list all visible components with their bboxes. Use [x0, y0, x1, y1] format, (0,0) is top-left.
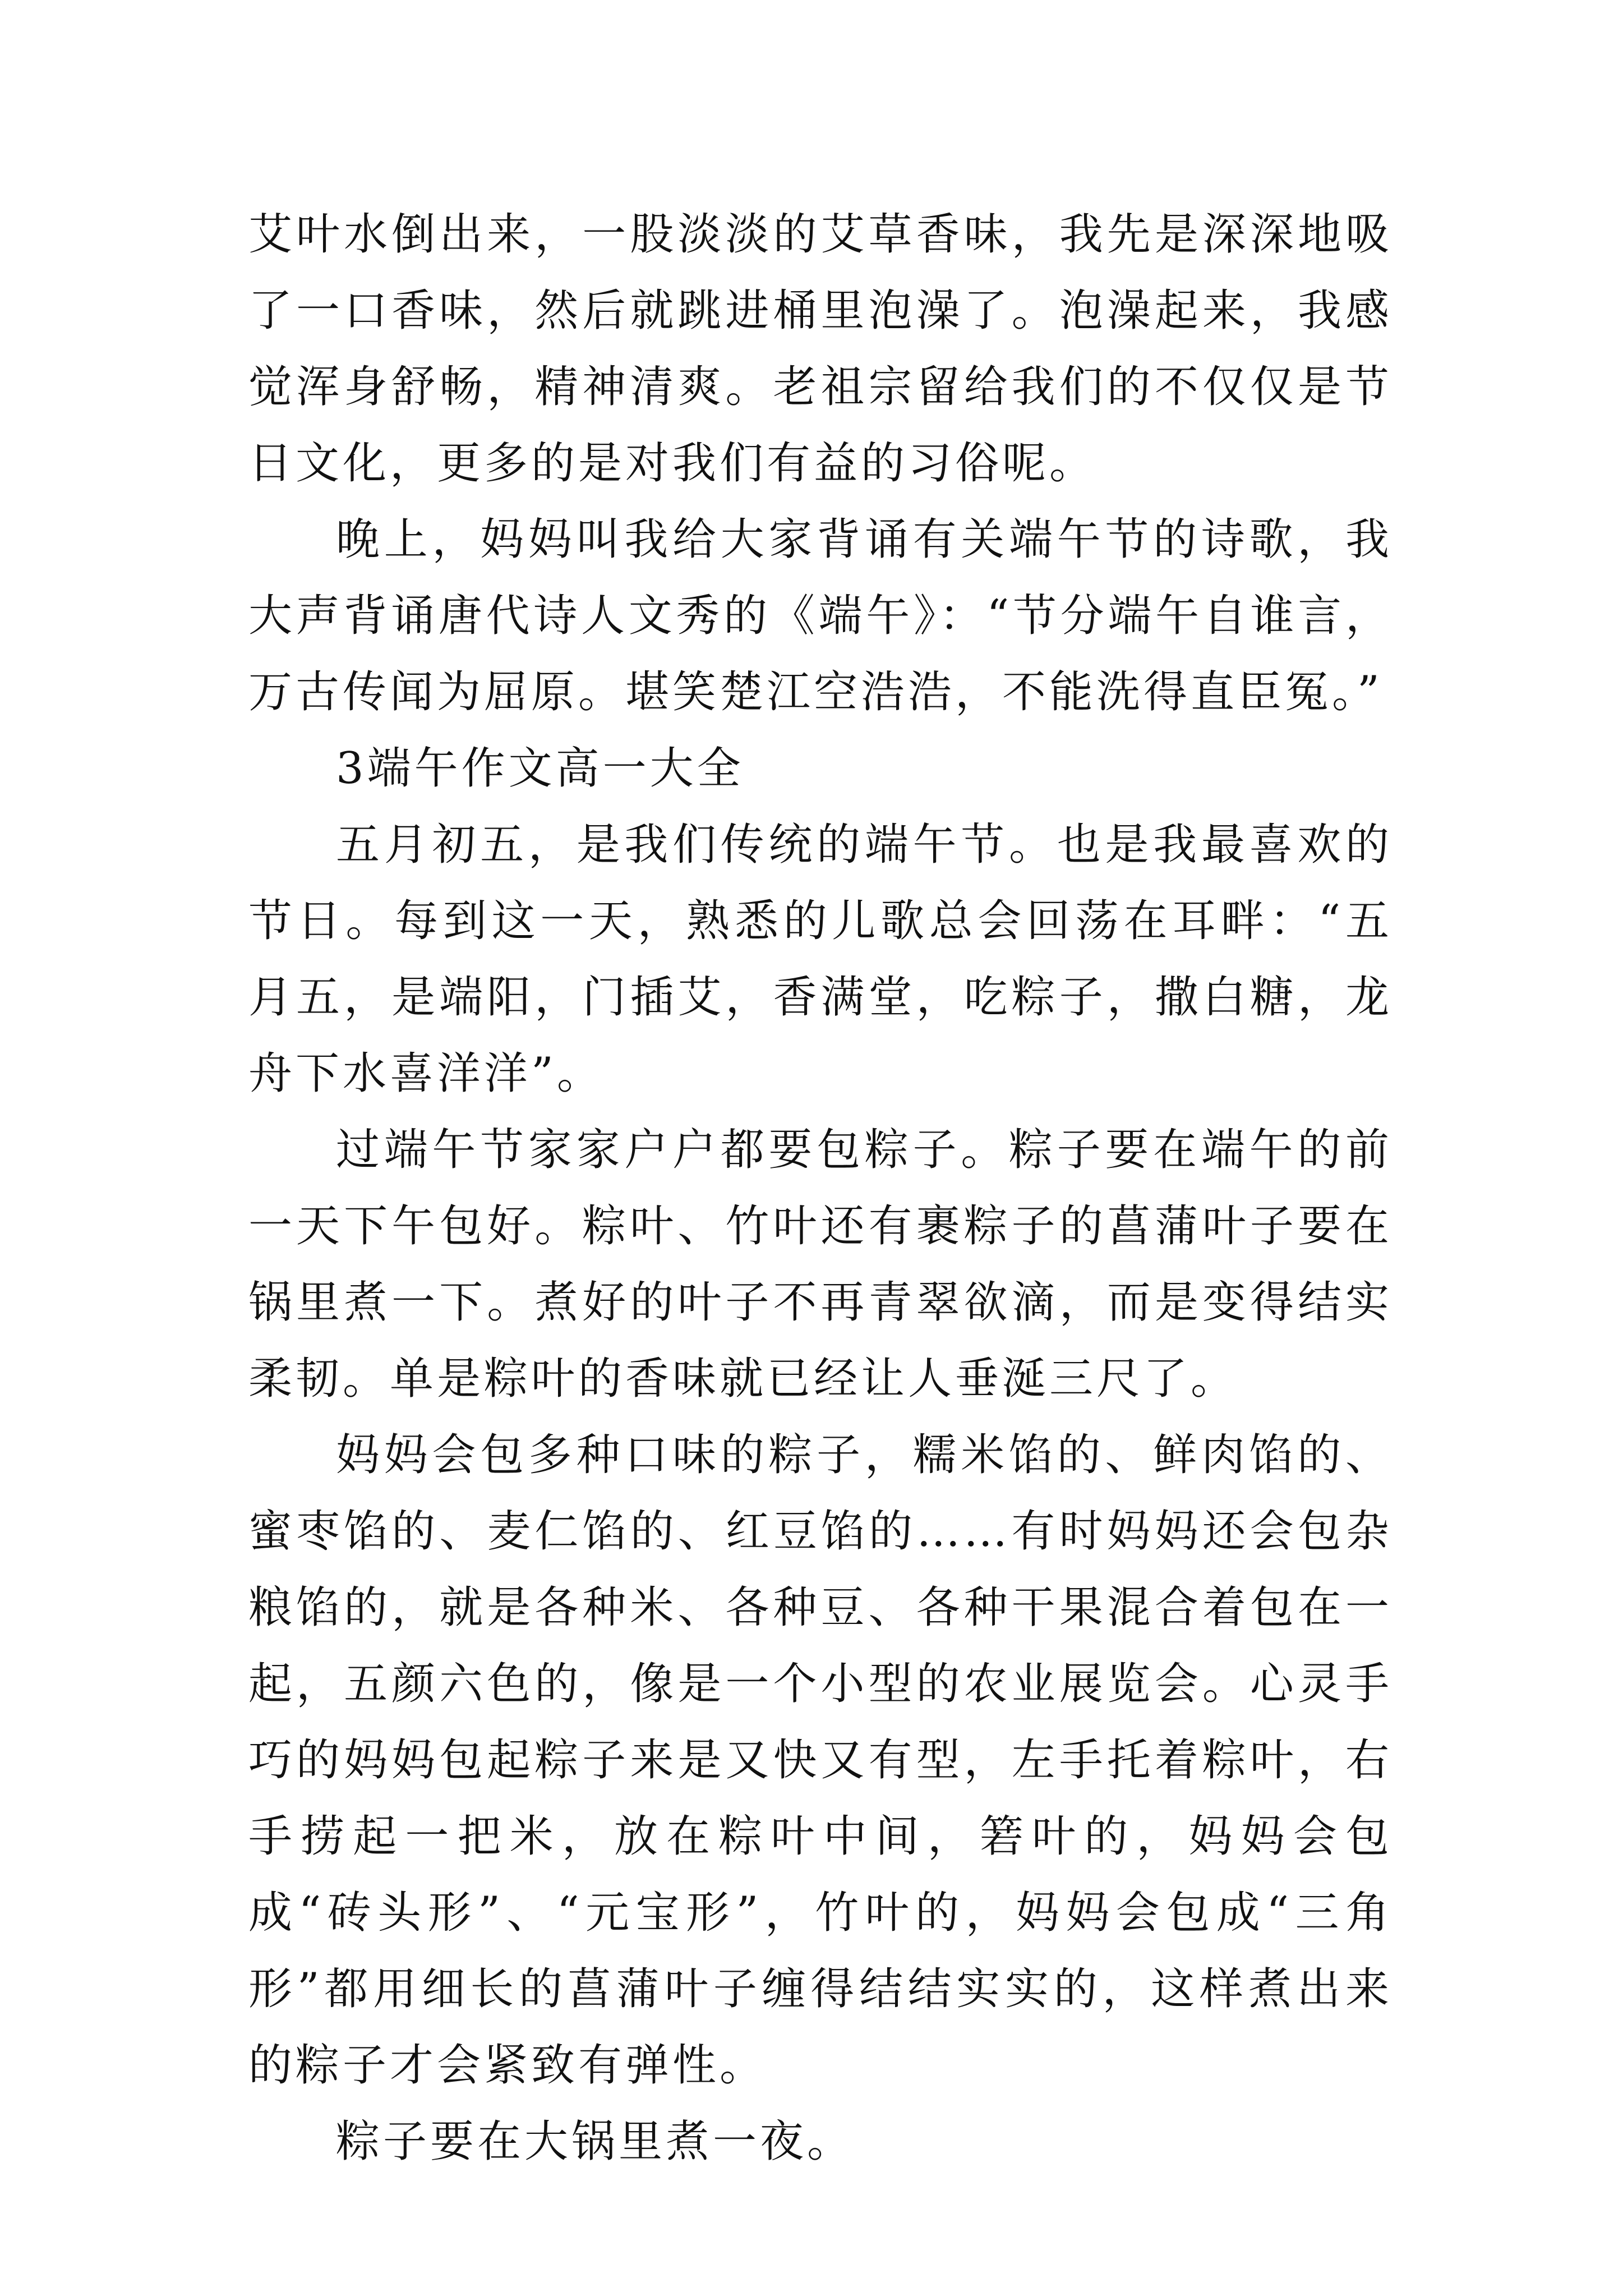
section-heading: 3端午作文高一大全 — [336, 743, 744, 794]
paragraph-making-zongzi: 过端午节家家户户都要包粽子。粽子要在端午的前一天下午包好。粽叶、竹叶还有裹粽子的菖蒲叶子要在锅里煮一下。煮好的叶子不再青翠欲滴，而是变得结实柔韧。单是粽叶的香味就已经让人垂涎三尺了。 — [248, 1125, 1393, 1404]
document-body — [248, 196, 1393, 2180]
paragraph-intro: 五月初五，是我们传统的端午节。也是我最喜欢的节日。每到这一天，熟悉的儿歌总会回荡在耳畔：“五月五，是端阳，门插艾，香满堂，吃粽子，撒白糖，龙舟下水喜洋洋”。 — [248, 820, 1393, 1099]
paragraph-cooking: 粽子要在大锅里煮一夜。 — [336, 2116, 855, 2167]
paragraph-continuation: 艾叶水倒出来，一股淡淡的艾草香味，我先是深深地吸了一口香味，然后就跳进桶里泡澡了。泡澡起来，我感觉浑身舒畅，精神清爽。老祖宗留给我们的不仅仅是节日文化，更多的是对我们有益的习俗呢。 — [248, 209, 1393, 489]
paragraph-poem-recital: 晚上，妈妈叫我给大家背诵有关端午节的诗歌，我大声背诵唐代诗人文秀的《端午》：“节分端午自谁言，万古传闻为屈原。堪笑楚江空浩浩，不能洗得直臣冤。” — [248, 514, 1393, 717]
paragraph-flavors: 妈妈会包多种口味的粽子，糯米馅的、鲜肉馅的、蜜枣馅的、麦仁馅的、红豆馅的……有时妈妈还会包杂粮馅的，就是各种米、各种豆、各种干果混合着包在一起，五颜六色的，像是一个小型的农业展览会。心灵手巧的妈妈包起粽子来是又快又有型，左手托着粽叶，右手捞起一把米，放在粽叶中间，箬叶的，妈妈会包成“砖头形”、“元宝形”，竹叶的，妈妈会包成“三角形”都用细长的菖蒲叶子缠得结结实实的，这样煮出来的粽子才会紧致有弹性。 — [248, 1430, 1393, 2091]
